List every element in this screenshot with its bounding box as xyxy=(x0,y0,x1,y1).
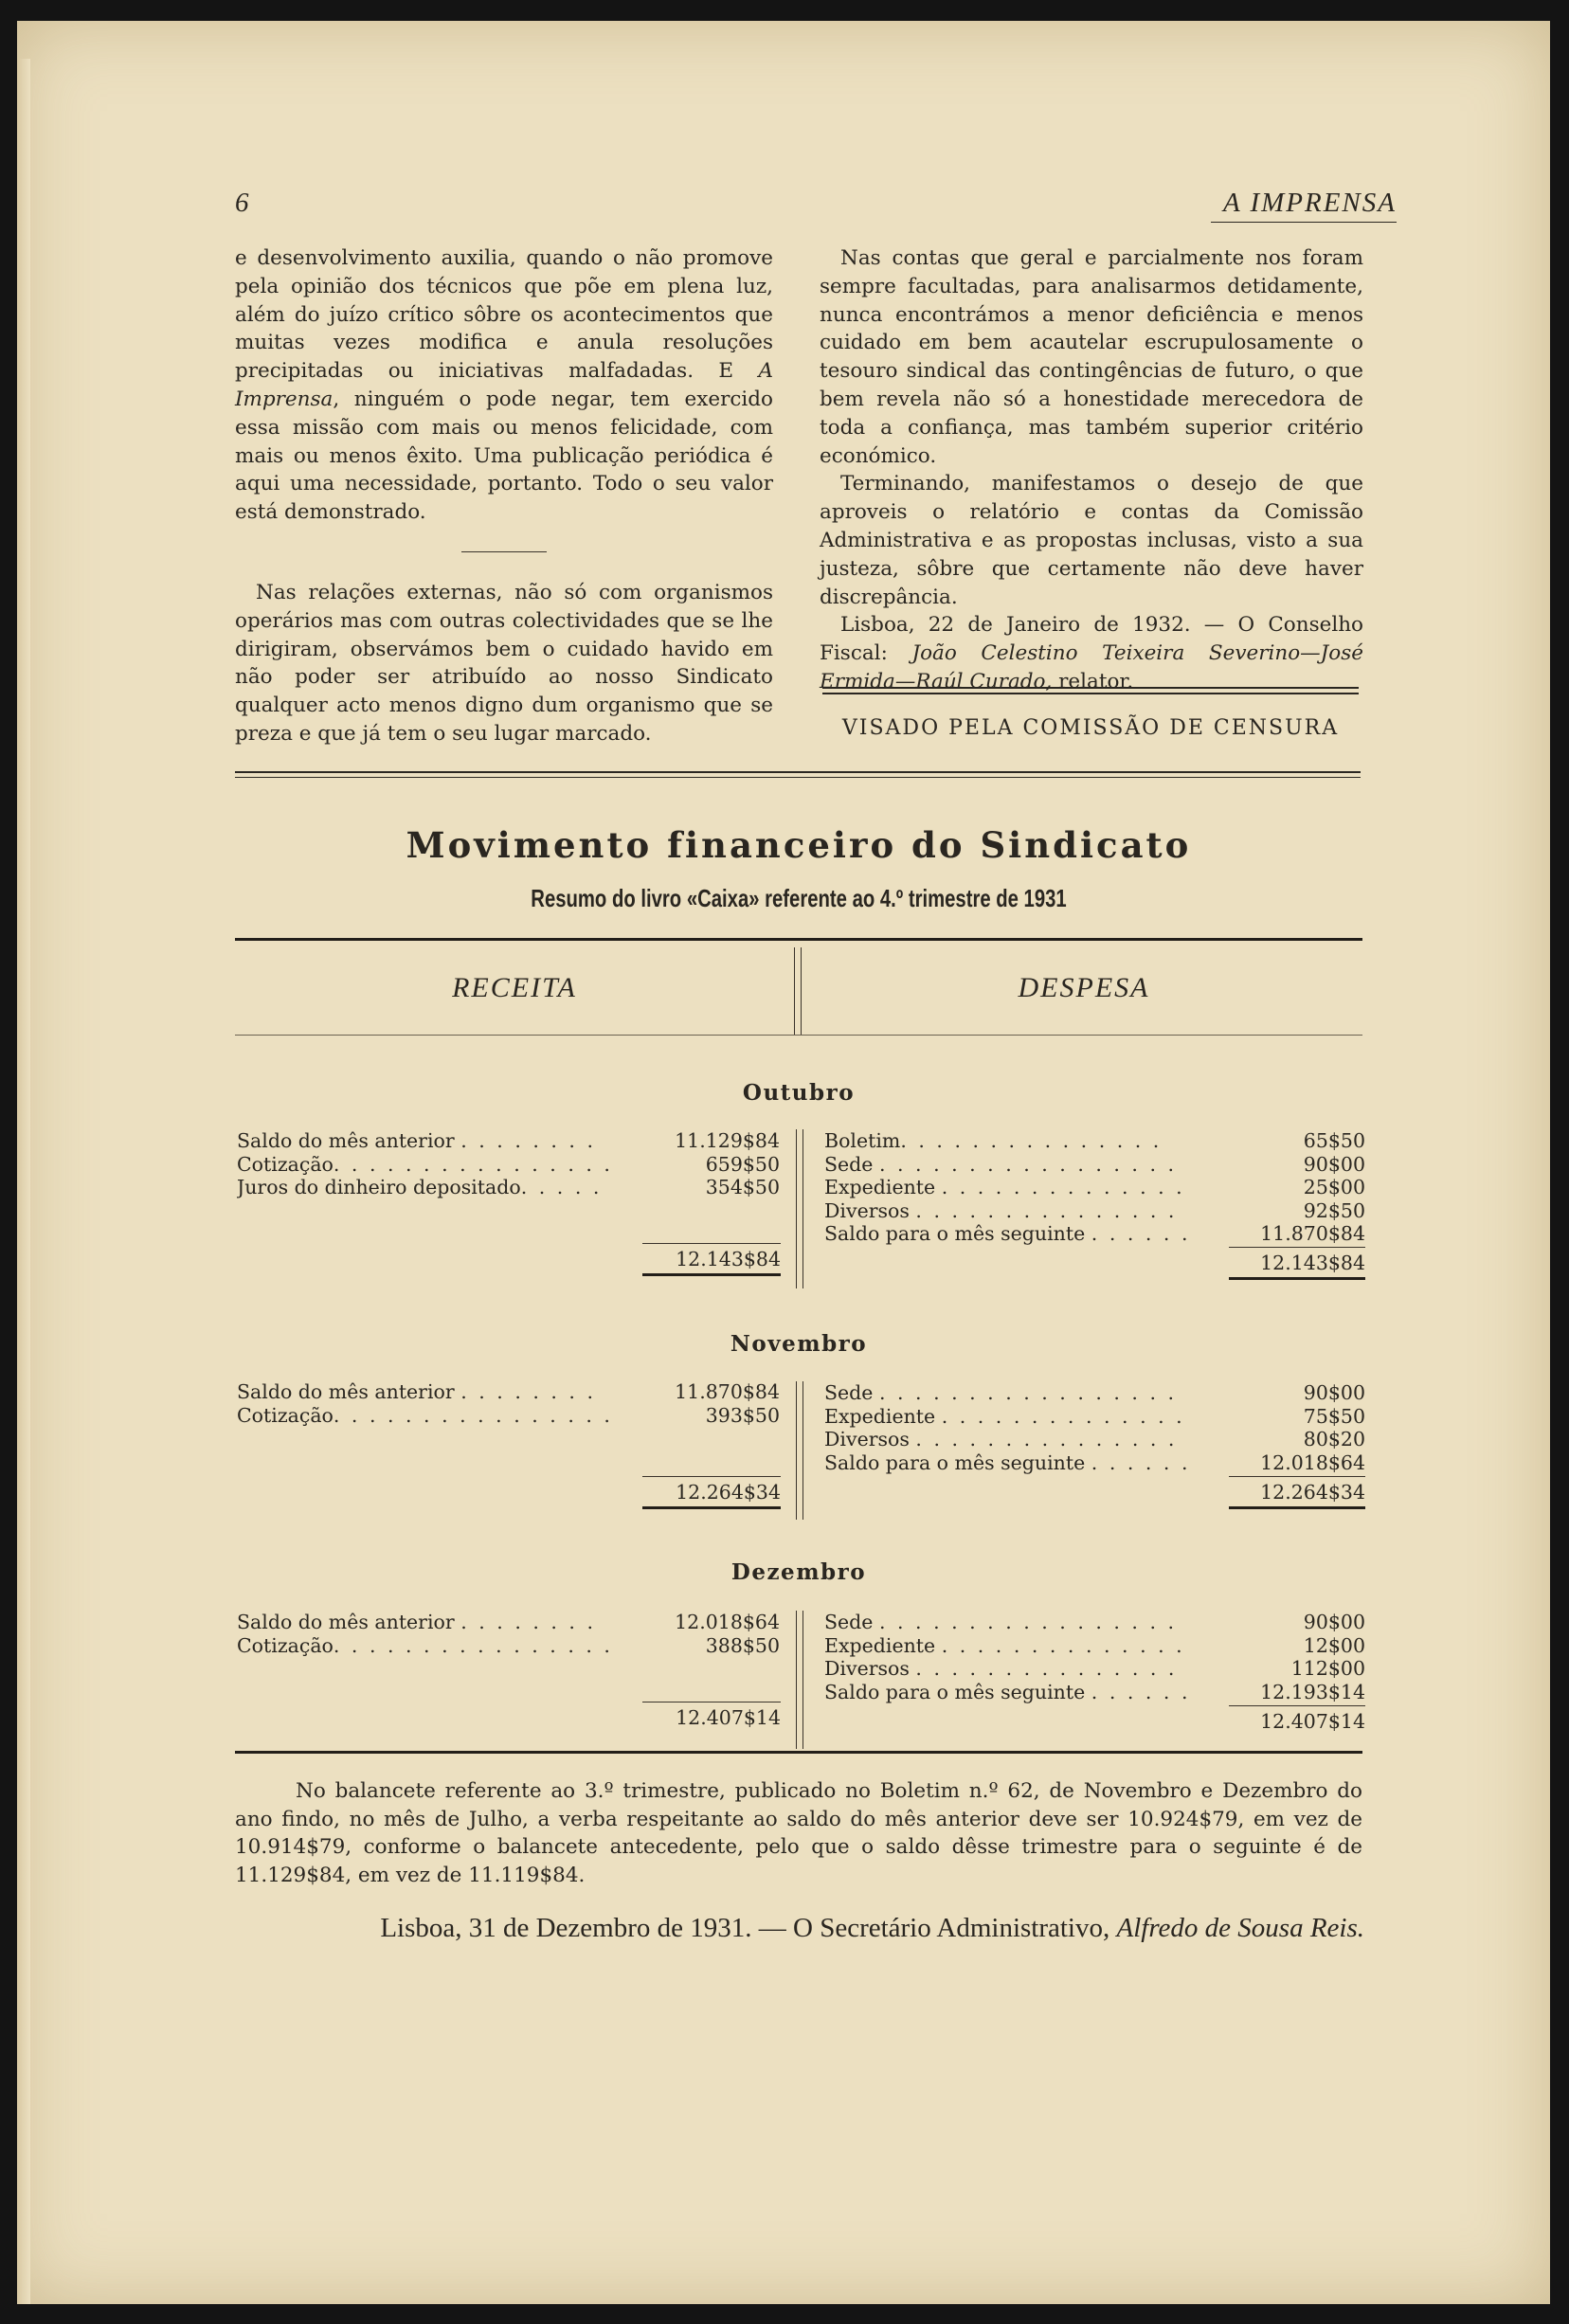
novembro-despesa-total: 12.264$34 xyxy=(1229,1476,1365,1509)
running-head xyxy=(235,188,1397,225)
ledger-row: Cotização. . . . . . . . . . . . . . . . 388$50 xyxy=(237,1633,780,1657)
ledger-row: Diversos . . . . . . . . . . . . . . . 80$20 xyxy=(824,1428,1365,1450)
outubro-despesa xyxy=(824,1129,1365,1246)
ledger-row: Saldo para o mês seguinte . . . . . . 12.018$64 xyxy=(824,1450,1365,1474)
closing-signature: Lisboa, 31 de Dezembro de 1931. — O Secretário Administrativo, Alfredo de Sousa Reis. xyxy=(380,1913,1364,1943)
correction-note: No balancete referente ao 3.º trimestre, publicado no Boletim n.º 62, de Novembro e Dezembro do ano findo, no mês de Julho, a verba respeitante ao saldo do mês anterior deve ser 10.924$79, em vez de 10.914$79, conforme o balancete antecedente, pelo que o saldo dêsse trimestre para o seguinte é de 11.129$84, em vez de 11.119$84. xyxy=(235,1779,1362,1887)
month-heading-novembro: Novembro xyxy=(730,1331,868,1357)
left-paragraph-1: e desenvolvimento auxilia, quando o não promove pela opinião dos técnicos que põe em plena luz, além do juízo crítico sôbre os acontecimentos que muitas vezes modifica e anula resoluções precipitadas ou iniciativas malfadadas. E A Imprensa, ninguém o pode negar, tem exercido essa missão com mais ou menos felicidade, com mais ou menos êxito. Uma publicação periódica é aqui uma necessidade, portanto. Todo o seu valor está demonstrado. xyxy=(235,246,773,525)
ledger-row: Diversos . . . . . . . . . . . . . . . 92$50 xyxy=(824,1198,1365,1222)
novembro-despesa xyxy=(824,1381,1365,1474)
section-rule-top-thin xyxy=(235,777,1361,778)
month-heading-outubro: Outubro xyxy=(742,1080,856,1106)
novembro-column-divider xyxy=(796,1381,803,1520)
ledger-row: Saldo do mês anterior . . . . . . . . 11.870$84 xyxy=(237,1380,780,1403)
header-column-divider xyxy=(794,947,802,1035)
dezembro-receita-total: 12.407$14 xyxy=(642,1702,781,1732)
month-heading-dezembro: Dezembro xyxy=(730,1559,867,1585)
journal-title: A IMPRENSA xyxy=(1223,188,1397,218)
outubro-receita xyxy=(237,1129,780,1199)
table-header-rule xyxy=(235,1035,1362,1036)
ledger-row: Sede . . . . . . . . . . . . . . . . . 90$00 xyxy=(824,1611,1365,1633)
ledger-row: Boletim. . . . . . . . . . . . . . . 65$50 xyxy=(824,1129,1365,1152)
ledger-row: Saldo do mês anterior . . . . . . . . 12.018$64 xyxy=(237,1611,780,1633)
right-column xyxy=(820,244,1363,696)
outubro-despesa-total: 12.143$84 xyxy=(1229,1247,1365,1280)
ledger-row: Saldo para o mês seguinte . . . . . . 12.193$14 xyxy=(824,1680,1365,1703)
ledger-row: Saldo do mês anterior . . . . . . . . 11.129$84 xyxy=(237,1129,780,1152)
dezembro-despesa-total: 12.407$14 xyxy=(1229,1705,1365,1736)
outubro-receita-total: 12.143$84 xyxy=(642,1243,781,1276)
ledger-row: Saldo para o mês seguinte . . . . . . 11.870$84 xyxy=(824,1222,1365,1245)
ledger-row: Diversos . . . . . . . . . . . . . . . 112$00 xyxy=(824,1657,1365,1680)
dezembro-despesa xyxy=(824,1611,1365,1703)
ledger-row: Juros do dinheiro depositado. . . . . 354$50 xyxy=(237,1176,780,1198)
page-fold-shadow xyxy=(17,59,30,2304)
ledger-row: Sede . . . . . . . . . . . . . . . . . 90$00 xyxy=(824,1381,1365,1404)
novembro-receita xyxy=(237,1380,780,1427)
censorship-rules xyxy=(822,687,1359,698)
left-paragraph-2: Nas relações externas, não só com organismos operários mas com outras colectividades que se lhe dirigiram, observámos bem o cuidado havido em não poder ser atribuído ao nosso Sindicato qualquer acto menos digno dum organismo que se preza e que já tem o seu lugar marcado. xyxy=(235,580,773,746)
table-bottom-rule xyxy=(235,1751,1362,1754)
financial-title: Movimento financeiro do Sindicato xyxy=(406,824,1192,866)
page-number: 6 xyxy=(235,188,249,218)
table-top-rule xyxy=(235,938,1362,941)
ledger-row: Expediente . . . . . . . . . . . . . . 25$00 xyxy=(824,1176,1365,1198)
receita-heading: RECEITA xyxy=(452,972,577,1003)
ledger-row: Cotização. . . . . . . . . . . . . . . . 659$50 xyxy=(237,1152,780,1176)
right-paragraph-2: Terminando, manifestamos o desejo de que aproveis o relatório e contas da Comissão Administrativa e as propostas inclusas, visto a sua justeza, sôbre que certamente não deve haver discrepância. xyxy=(820,472,1363,609)
novembro-receita-total: 12.264$34 xyxy=(642,1476,781,1509)
left-column xyxy=(235,244,773,748)
censorship-notice: VISADO PELA COMISSÃO DE CENSURA xyxy=(841,716,1340,740)
outubro-column-divider xyxy=(796,1129,803,1288)
section-rule-top xyxy=(235,771,1361,773)
fiscal-council-signature: Lisboa, 22 de Janeiro de 1932. — O Conselho Fiscal: João Celestino Teixeira Severino—José Ermida—Raúl Curado, relator. xyxy=(820,613,1363,694)
ledger-row: Sede . . . . . . . . . . . . . . . . . 90$00 xyxy=(824,1152,1365,1176)
title-underline xyxy=(1211,222,1397,223)
dezembro-column-divider xyxy=(796,1611,803,1749)
ledger-row: Expediente . . . . . . . . . . . . . . 12$00 xyxy=(824,1633,1365,1657)
right-paragraph-1: Nas contas que geral e parcialmente nos foram sempre facultadas, para analisarmos detidamente, nunca encontrámos a menor deficiência e menos cuidado em bem acautelar escrupulosamente o tesouro sindical das contingências de futuro, o que bem revela não só a honestidade merecedora de toda a confiança, mas também superior critério económico. xyxy=(820,246,1363,468)
financial-subtitle: Resumo do livro «Caixa» referente ao 4.º trimestre de 1931 xyxy=(531,884,1067,912)
section-divider xyxy=(461,551,547,552)
ledger-row: Expediente . . . . . . . . . . . . . . 75$50 xyxy=(824,1404,1365,1428)
ledger-row: Cotização. . . . . . . . . . . . . . . . 393$50 xyxy=(237,1403,780,1427)
dezembro-receita xyxy=(237,1611,780,1657)
despesa-heading: DESPESA xyxy=(1018,972,1150,1003)
